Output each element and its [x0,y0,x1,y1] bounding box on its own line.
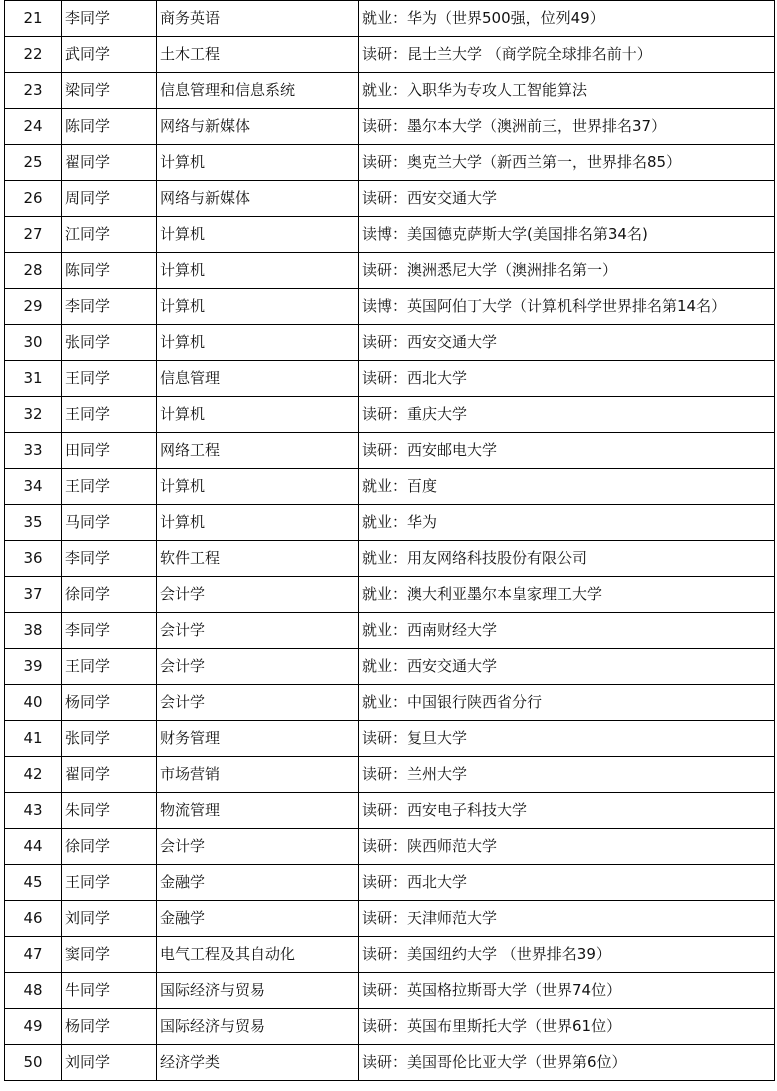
student-name-cell: 陈同学 [62,109,157,145]
row-number-cell: 33 [5,433,62,469]
student-name-cell: 王同学 [62,397,157,433]
student-name-cell: 李同学 [62,541,157,577]
row-number-cell: 26 [5,181,62,217]
destination-cell: 读研：复旦大学 [359,721,775,757]
destination-cell: 读研：奥克兰大学（新西兰第一，世界排名85） [359,145,775,181]
major-cell: 市场营销 [157,757,359,793]
table-row [5,829,775,865]
student-name-cell: 江同学 [62,217,157,253]
student-name-cell: 徐同学 [62,829,157,865]
major-cell: 计算机 [157,505,359,541]
row-number-cell: 38 [5,613,62,649]
row-number-cell: 22 [5,37,62,73]
table-row [5,73,775,109]
row-number-cell: 49 [5,1009,62,1045]
table-row [5,901,775,937]
major-cell: 会计学 [157,577,359,613]
row-number-cell: 40 [5,685,62,721]
destination-cell: 就业：百度 [359,469,775,505]
table-row [5,865,775,901]
table-row [5,37,775,73]
major-cell: 信息管理 [157,361,359,397]
destination-cell: 读博：美国德克萨斯大学(美国排名第34名) [359,217,775,253]
row-number-cell: 45 [5,865,62,901]
row-number-cell: 30 [5,325,62,361]
student-name-cell: 李同学 [62,289,157,325]
table-row [5,469,775,505]
major-cell: 财务管理 [157,721,359,757]
table-row [5,973,775,1009]
student-name-cell: 杨同学 [62,685,157,721]
major-cell: 计算机 [157,397,359,433]
table-row [5,937,775,973]
student-name-cell: 田同学 [62,433,157,469]
major-cell: 计算机 [157,469,359,505]
student-name-cell: 马同学 [62,505,157,541]
row-number-cell: 42 [5,757,62,793]
table-row [5,397,775,433]
table-row [5,505,775,541]
student-name-cell: 王同学 [62,865,157,901]
major-cell: 金融学 [157,901,359,937]
row-number-cell: 48 [5,973,62,1009]
table-row [5,649,775,685]
row-number-cell: 31 [5,361,62,397]
destination-cell: 读研：陕西师范大学 [359,829,775,865]
destination-cell: 读研：墨尔本大学（澳洲前三，世界排名37） [359,109,775,145]
row-number-cell: 37 [5,577,62,613]
student-name-cell: 刘同学 [62,901,157,937]
table-row [5,721,775,757]
table-row [5,181,775,217]
destination-cell: 读博：英国阿伯丁大学（计算机科学世界排名第14名） [359,289,775,325]
major-cell: 计算机 [157,289,359,325]
destination-cell: 读研：美国纽约大学 （世界排名39） [359,937,775,973]
destination-cell: 读研：美国哥伦比亚大学（世界第6位） [359,1045,775,1081]
major-cell: 电气工程及其自动化 [157,937,359,973]
major-cell: 网络工程 [157,433,359,469]
row-number-cell: 23 [5,73,62,109]
destination-cell: 读研：西安邮电大学 [359,433,775,469]
destination-cell: 就业：华为（世界500强，位列49） [359,1,775,37]
destination-cell: 读研：澳洲悉尼大学（澳洲排名第一） [359,253,775,289]
student-name-cell: 周同学 [62,181,157,217]
student-name-cell: 杨同学 [62,1009,157,1045]
row-number-cell: 39 [5,649,62,685]
student-name-cell: 陈同学 [62,253,157,289]
table-body [5,1,775,1081]
major-cell: 网络与新媒体 [157,109,359,145]
table-row [5,289,775,325]
destination-cell: 就业：西安交通大学 [359,649,775,685]
table-row [5,685,775,721]
destination-cell: 读研：天津师范大学 [359,901,775,937]
student-name-cell: 朱同学 [62,793,157,829]
row-number-cell: 25 [5,145,62,181]
row-number-cell: 36 [5,541,62,577]
major-cell: 网络与新媒体 [157,181,359,217]
row-number-cell: 41 [5,721,62,757]
destination-cell: 读研：西安交通大学 [359,181,775,217]
student-name-cell: 王同学 [62,361,157,397]
student-destination-table [4,0,775,1081]
major-cell: 软件工程 [157,541,359,577]
student-name-cell: 张同学 [62,325,157,361]
table-row [5,577,775,613]
student-name-cell: 徐同学 [62,577,157,613]
student-name-cell: 李同学 [62,613,157,649]
destination-cell: 就业：入职华为专攻人工智能算法 [359,73,775,109]
row-number-cell: 32 [5,397,62,433]
major-cell: 国际经济与贸易 [157,973,359,1009]
table-row [5,1009,775,1045]
major-cell: 经济学类 [157,1045,359,1081]
destination-cell: 读研：昆士兰大学 （商学院全球排名前十） [359,37,775,73]
major-cell: 国际经济与贸易 [157,1009,359,1045]
table-row [5,145,775,181]
student-name-cell: 张同学 [62,721,157,757]
destination-cell: 读研：重庆大学 [359,397,775,433]
row-number-cell: 24 [5,109,62,145]
student-name-cell: 王同学 [62,469,157,505]
major-cell: 信息管理和信息系统 [157,73,359,109]
row-number-cell: 43 [5,793,62,829]
student-name-cell: 刘同学 [62,1045,157,1081]
student-name-cell: 武同学 [62,37,157,73]
major-cell: 会计学 [157,829,359,865]
destination-cell: 就业：澳大利亚墨尔本皇家理工大学 [359,577,775,613]
table-row [5,253,775,289]
destination-cell: 就业：华为 [359,505,775,541]
table-row [5,613,775,649]
destination-cell: 就业：用友网络科技股份有限公司 [359,541,775,577]
destination-cell: 读研：英国布里斯托大学（世界61位） [359,1009,775,1045]
destination-cell: 读研：西安交通大学 [359,325,775,361]
table-row [5,433,775,469]
row-number-cell: 27 [5,217,62,253]
destination-cell: 读研：西安电子科技大学 [359,793,775,829]
destination-cell: 读研：兰州大学 [359,757,775,793]
student-name-cell: 窦同学 [62,937,157,973]
table-row [5,361,775,397]
student-name-cell: 王同学 [62,649,157,685]
major-cell: 计算机 [157,145,359,181]
table-row [5,757,775,793]
major-cell: 土木工程 [157,37,359,73]
row-number-cell: 34 [5,469,62,505]
destination-cell: 读研：西北大学 [359,361,775,397]
row-number-cell: 44 [5,829,62,865]
student-name-cell: 翟同学 [62,757,157,793]
student-name-cell: 梁同学 [62,73,157,109]
row-number-cell: 47 [5,937,62,973]
row-number-cell: 28 [5,253,62,289]
table-row [5,217,775,253]
major-cell: 会计学 [157,685,359,721]
destination-cell: 就业：西南财经大学 [359,613,775,649]
table-row [5,1,775,37]
row-number-cell: 35 [5,505,62,541]
row-number-cell: 46 [5,901,62,937]
table-row [5,325,775,361]
major-cell: 金融学 [157,865,359,901]
table-row [5,793,775,829]
row-number-cell: 21 [5,1,62,37]
major-cell: 会计学 [157,613,359,649]
major-cell: 计算机 [157,325,359,361]
major-cell: 物流管理 [157,793,359,829]
student-name-cell: 李同学 [62,1,157,37]
destination-cell: 读研：英国格拉斯哥大学（世界74位） [359,973,775,1009]
destination-cell: 读研：西北大学 [359,865,775,901]
student-name-cell: 牛同学 [62,973,157,1009]
row-number-cell: 29 [5,289,62,325]
major-cell: 商务英语 [157,1,359,37]
table-row [5,1045,775,1081]
major-cell: 计算机 [157,253,359,289]
major-cell: 计算机 [157,217,359,253]
student-name-cell: 翟同学 [62,145,157,181]
row-number-cell: 50 [5,1045,62,1081]
table-row [5,541,775,577]
destination-cell: 就业：中国银行陕西省分行 [359,685,775,721]
major-cell: 会计学 [157,649,359,685]
table-row [5,109,775,145]
